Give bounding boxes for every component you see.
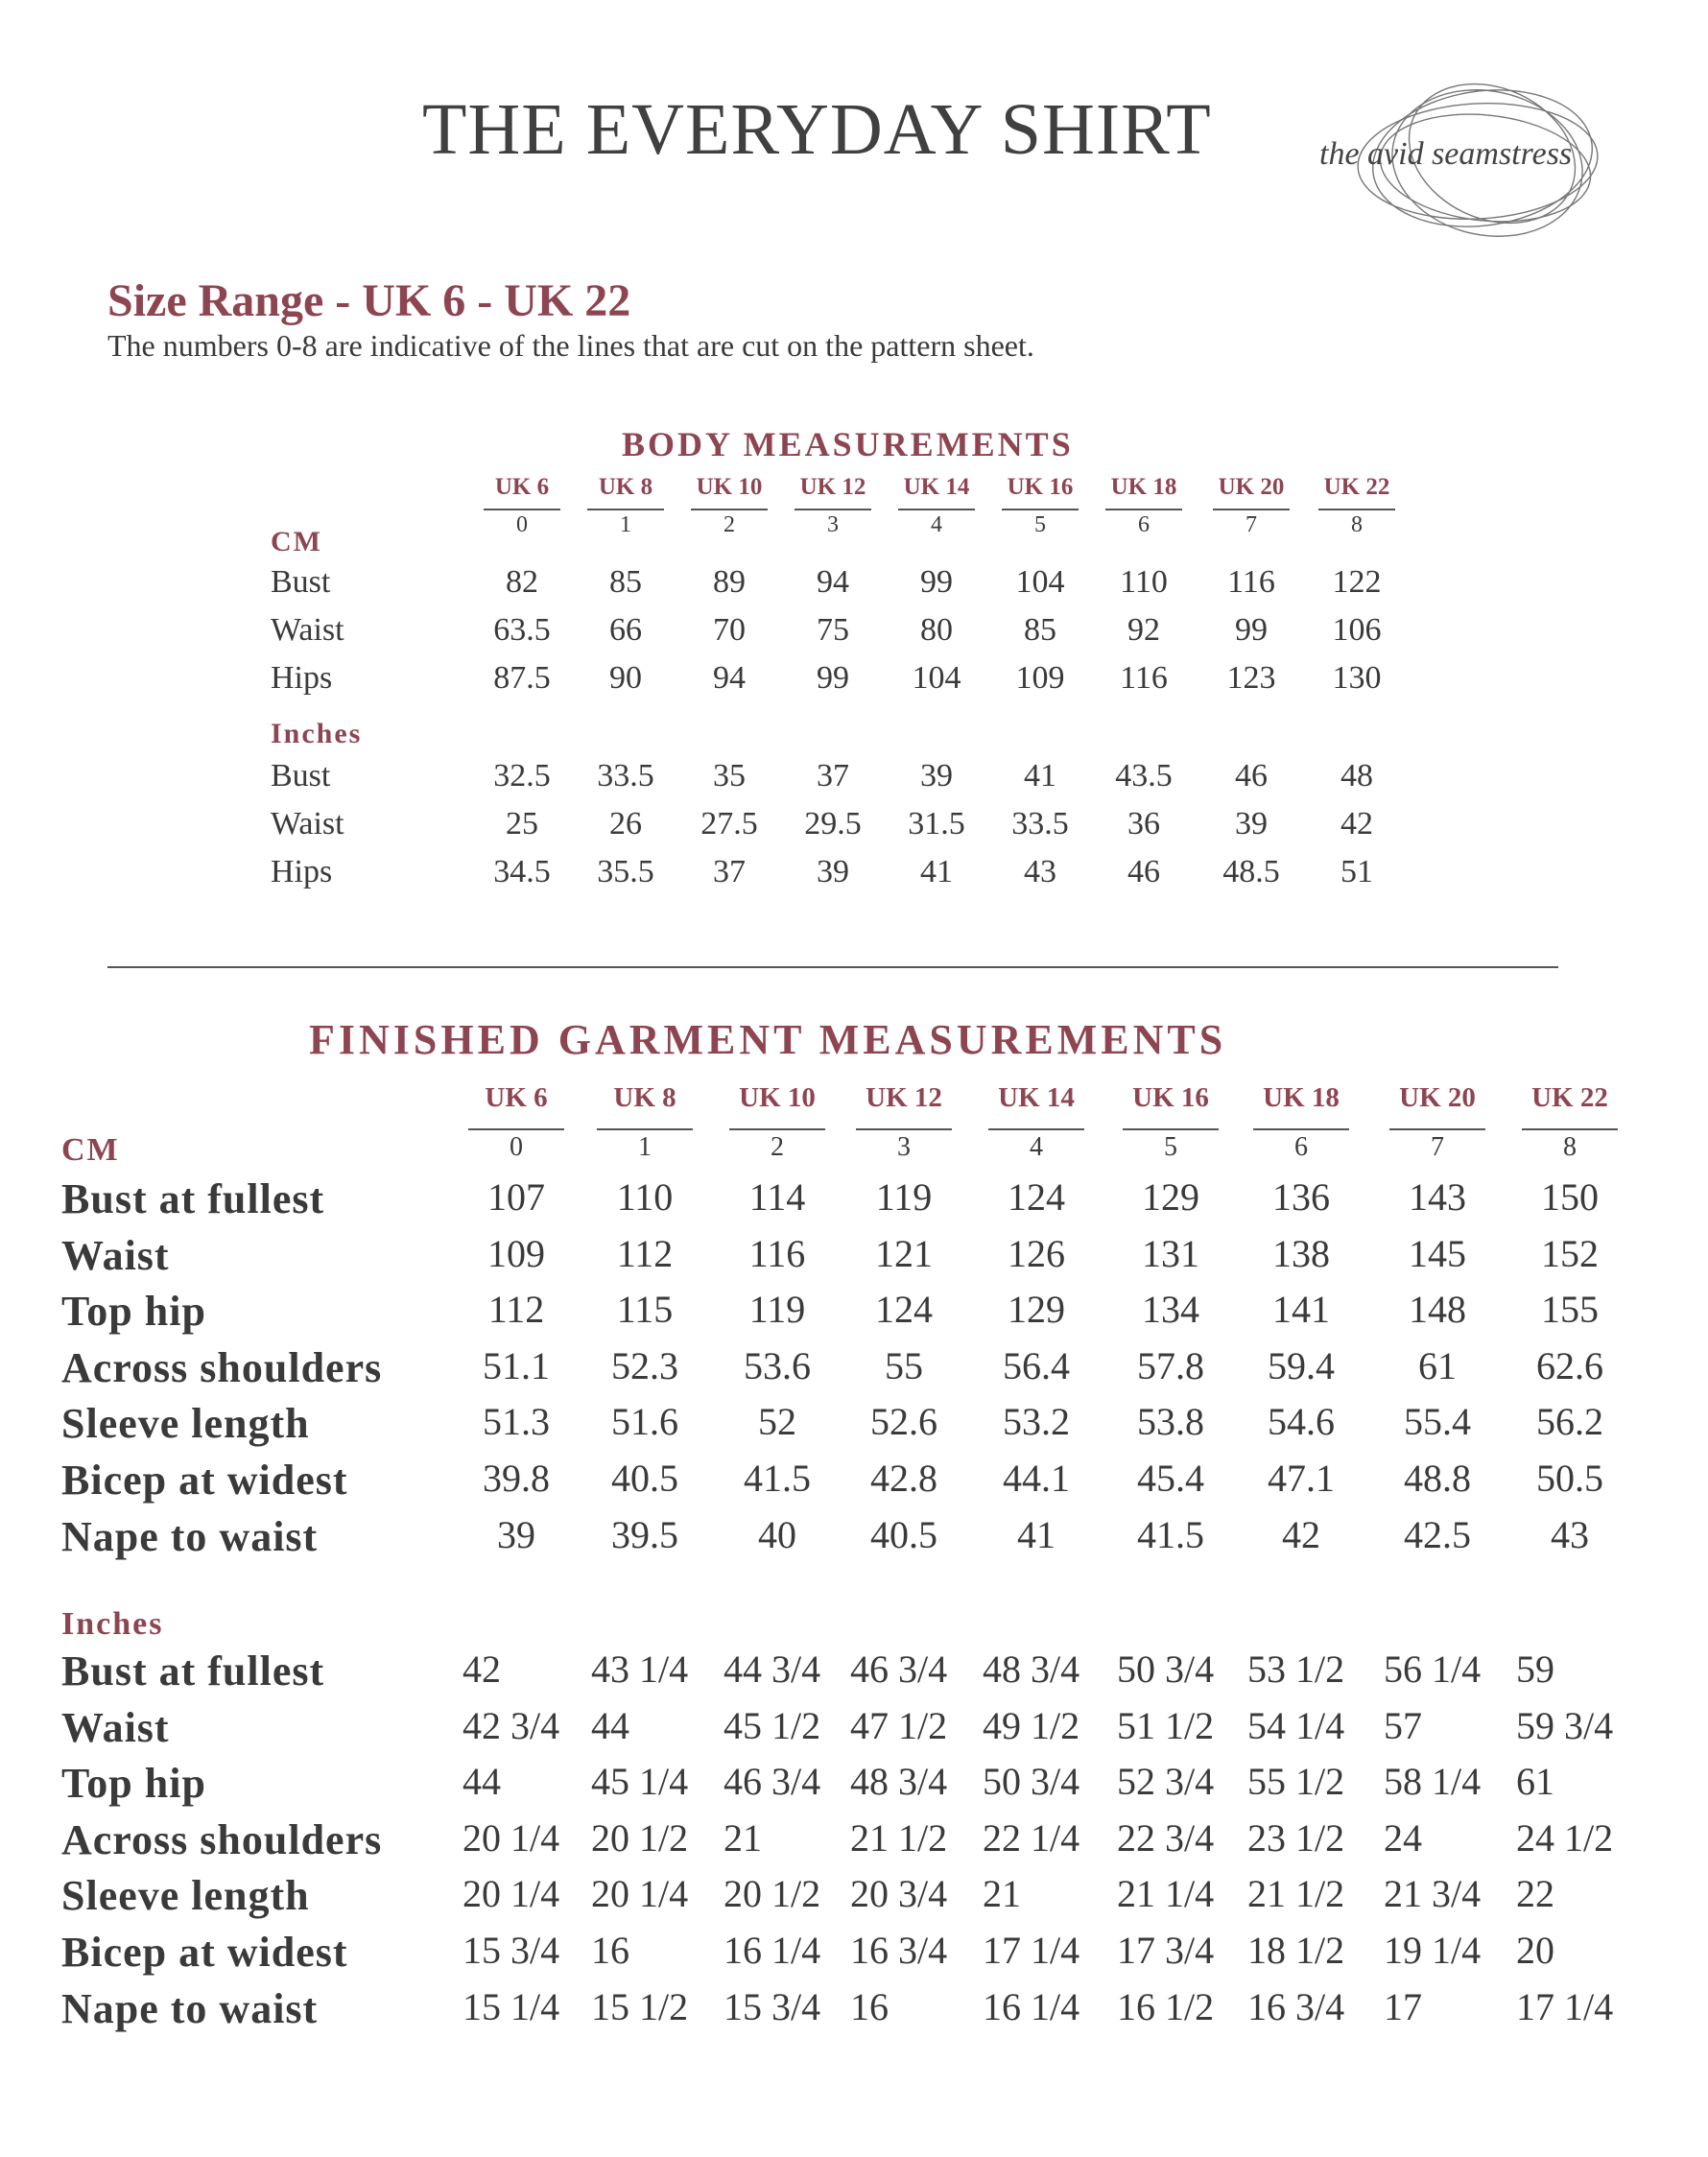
cell-value: 17 1/4 bbox=[1516, 1984, 1614, 2028]
cell-value: 99 bbox=[920, 564, 953, 600]
cell-value: 52 3/4 bbox=[1117, 1760, 1215, 1804]
size-underline bbox=[1123, 1128, 1219, 1130]
line-number: 4 bbox=[931, 512, 942, 537]
cell-value: 54 1/4 bbox=[1247, 1703, 1345, 1747]
size-header: UK 12 bbox=[799, 474, 866, 500]
cell-value: 42.5 bbox=[1404, 1512, 1471, 1556]
cell-value: 34.5 bbox=[493, 854, 551, 889]
line-number: 8 bbox=[1351, 512, 1363, 537]
cell-value: 41 bbox=[1024, 758, 1056, 794]
cell-value: 47 1/2 bbox=[850, 1703, 948, 1747]
cell-value: 70 bbox=[713, 612, 746, 648]
cell-value: 21 1/2 bbox=[1247, 1872, 1345, 1916]
cell-value: 134 bbox=[1142, 1288, 1199, 1332]
cell-value: 16 3/4 bbox=[1247, 1984, 1345, 2028]
body-measurements-title: BODY MEASUREMENTS bbox=[622, 425, 1074, 463]
cell-value: 112 bbox=[616, 1231, 674, 1275]
cell-value: 21 3/4 bbox=[1384, 1872, 1482, 1916]
size-header: UK 22 bbox=[1323, 474, 1390, 500]
cell-value: 21 bbox=[983, 1872, 1021, 1916]
cell-value: 44 bbox=[591, 1703, 629, 1747]
cell-value: 48 3/4 bbox=[850, 1760, 948, 1804]
cell-value: 15 3/4 bbox=[724, 1984, 821, 2028]
cell-value: 35 bbox=[713, 758, 746, 794]
size-header: UK 6 bbox=[494, 474, 550, 500]
cell-value: 42 bbox=[1282, 1512, 1320, 1556]
cell-value: 29.5 bbox=[804, 806, 862, 841]
cell-value: 48 bbox=[1340, 758, 1373, 794]
cell-value: 20 1/2 bbox=[591, 1815, 689, 1860]
size-header: UK 22 bbox=[1531, 1082, 1608, 1113]
cell-value: 122 bbox=[1332, 564, 1382, 600]
line-number: 1 bbox=[620, 512, 631, 537]
cell-value: 20 1/4 bbox=[463, 1872, 560, 1916]
cell-value: 48.8 bbox=[1404, 1457, 1471, 1500]
cell-value: 44.1 bbox=[1003, 1457, 1070, 1500]
cell-value: 41.5 bbox=[744, 1457, 811, 1500]
cell-value: 19 1/4 bbox=[1384, 1929, 1482, 1972]
cell-value: 45 1/2 bbox=[724, 1703, 821, 1747]
unit-label-cm: CM bbox=[271, 526, 322, 557]
cell-value: 21 1/4 bbox=[1117, 1872, 1215, 1916]
cell-value: 50.5 bbox=[1536, 1457, 1603, 1500]
cell-value: 75 bbox=[817, 612, 849, 648]
cell-value: 48.5 bbox=[1222, 854, 1280, 889]
section-divider bbox=[107, 966, 1558, 968]
size-underline bbox=[898, 509, 975, 510]
cell-value: 20 bbox=[1516, 1929, 1554, 1972]
cell-value: 116 bbox=[1227, 564, 1275, 600]
cell-value: 26 bbox=[609, 806, 642, 841]
cell-value: 33.5 bbox=[1011, 806, 1069, 841]
finished-measurements-title: FINISHED GARMENT MEASUREMENTS bbox=[309, 1016, 1227, 1063]
cell-value: 92 bbox=[1127, 612, 1160, 648]
cell-value: 31.5 bbox=[908, 806, 965, 841]
size-header: UK 20 bbox=[1399, 1082, 1476, 1113]
row-label: Hips bbox=[271, 660, 333, 696]
cell-value: 59.4 bbox=[1268, 1343, 1335, 1387]
line-number: 0 bbox=[510, 1132, 523, 1162]
cell-value: 150 bbox=[1541, 1175, 1599, 1219]
cell-value: 20 1/4 bbox=[591, 1872, 689, 1916]
cell-value: 48 3/4 bbox=[983, 1647, 1080, 1691]
cell-value: 22 3/4 bbox=[1117, 1815, 1215, 1860]
cell-value: 56.2 bbox=[1536, 1400, 1603, 1444]
cell-value: 62.6 bbox=[1536, 1343, 1603, 1387]
cell-value: 44 3/4 bbox=[724, 1647, 821, 1691]
row-label: Bicep at widest bbox=[61, 1457, 348, 1504]
size-header: UK 8 bbox=[613, 1082, 676, 1113]
cell-value: 119 bbox=[875, 1175, 933, 1219]
size-underline bbox=[729, 1128, 825, 1130]
cell-value: 51 bbox=[1340, 854, 1373, 889]
cell-value: 126 bbox=[1008, 1231, 1065, 1275]
cell-value: 56.4 bbox=[1003, 1343, 1070, 1387]
size-header: UK 10 bbox=[739, 1082, 816, 1113]
cell-value: 39 bbox=[817, 854, 849, 889]
line-number: 3 bbox=[897, 1132, 911, 1162]
cell-value: 37 bbox=[817, 758, 849, 794]
line-number: 7 bbox=[1431, 1132, 1444, 1162]
cell-value: 66 bbox=[609, 612, 642, 648]
cell-value: 51.6 bbox=[611, 1400, 678, 1444]
cell-value: 123 bbox=[1226, 660, 1276, 696]
row-label: Waist bbox=[61, 1703, 170, 1751]
cell-value: 51.1 bbox=[483, 1343, 550, 1387]
line-number: 6 bbox=[1138, 512, 1150, 537]
page-title: THE EVERYDAY SHIRT bbox=[422, 89, 1212, 170]
cell-value: 42 bbox=[463, 1647, 501, 1691]
cell-value: 36 bbox=[1127, 806, 1160, 841]
cell-value: 112 bbox=[487, 1288, 545, 1332]
cell-value: 63.5 bbox=[493, 612, 551, 648]
size-underline bbox=[1522, 1128, 1618, 1130]
row-label: Top hip bbox=[61, 1760, 206, 1808]
cell-value: 43 bbox=[1551, 1512, 1589, 1556]
size-underline bbox=[1213, 509, 1290, 510]
cell-value: 41 bbox=[920, 854, 953, 889]
cell-value: 124 bbox=[1008, 1175, 1065, 1219]
cell-value: 21 1/2 bbox=[850, 1815, 948, 1860]
cell-value: 116 bbox=[1120, 660, 1168, 696]
cell-value: 138 bbox=[1272, 1231, 1330, 1275]
size-underline bbox=[1389, 1128, 1485, 1130]
unit-label-cm: CM bbox=[61, 1132, 120, 1168]
cell-value: 39 bbox=[1235, 806, 1268, 841]
cell-value: 104 bbox=[912, 660, 961, 696]
size-underline bbox=[1318, 509, 1395, 510]
cell-value: 39.8 bbox=[483, 1457, 550, 1500]
line-number: 6 bbox=[1294, 1132, 1308, 1162]
cell-value: 155 bbox=[1541, 1288, 1599, 1332]
cell-value: 57 bbox=[1384, 1703, 1422, 1747]
row-label: Waist bbox=[271, 612, 344, 648]
cell-value: 16 bbox=[850, 1984, 889, 2028]
size-underline bbox=[988, 1128, 1084, 1130]
cell-value: 80 bbox=[920, 612, 953, 648]
row-label: Nape to waist bbox=[61, 1512, 319, 1560]
cell-value: 42.8 bbox=[870, 1457, 937, 1500]
cell-value: 24 bbox=[1384, 1815, 1422, 1860]
cell-value: 40 bbox=[758, 1512, 796, 1556]
cell-value: 129 bbox=[1008, 1288, 1065, 1332]
cell-value: 17 1/4 bbox=[983, 1929, 1080, 1972]
cell-value: 39 bbox=[497, 1512, 535, 1556]
row-label: Top hip bbox=[61, 1288, 206, 1336]
line-number: 2 bbox=[771, 1132, 784, 1162]
cell-value: 16 1/2 bbox=[1117, 1984, 1215, 2028]
row-label: Bicep at widest bbox=[61, 1929, 348, 1976]
size-header: UK 18 bbox=[1110, 474, 1177, 500]
cell-value: 58 1/4 bbox=[1384, 1760, 1482, 1804]
line-number: 3 bbox=[827, 512, 839, 537]
cell-value: 45.4 bbox=[1137, 1457, 1204, 1500]
size-header: UK 12 bbox=[866, 1082, 942, 1113]
cell-value: 106 bbox=[1332, 612, 1382, 648]
unit-label-inches: Inches bbox=[61, 1606, 164, 1642]
cell-value: 90 bbox=[609, 660, 642, 696]
cell-value: 89 bbox=[713, 564, 746, 600]
cell-value: 109 bbox=[487, 1231, 545, 1275]
size-underline bbox=[1105, 509, 1182, 510]
cell-value: 16 3/4 bbox=[850, 1929, 948, 1972]
line-number: 1 bbox=[638, 1132, 652, 1162]
line-number: 2 bbox=[724, 512, 735, 537]
cell-value: 52.6 bbox=[870, 1400, 937, 1444]
size-underline bbox=[597, 1128, 693, 1130]
size-header: UK 14 bbox=[998, 1082, 1075, 1113]
cell-value: 20 1/4 bbox=[463, 1815, 560, 1860]
cell-value: 110 bbox=[1120, 564, 1168, 600]
cell-value: 55.4 bbox=[1404, 1400, 1471, 1444]
cell-value: 99 bbox=[817, 660, 849, 696]
cell-value: 130 bbox=[1332, 660, 1382, 696]
cell-value: 17 bbox=[1384, 1984, 1422, 2028]
cell-value: 116 bbox=[748, 1231, 806, 1275]
cell-value: 115 bbox=[616, 1288, 674, 1332]
cell-value: 104 bbox=[1015, 564, 1065, 600]
cell-value: 22 1/4 bbox=[983, 1815, 1080, 1860]
size-header: UK 14 bbox=[903, 474, 970, 500]
cell-value: 33.5 bbox=[597, 758, 654, 794]
line-number: 5 bbox=[1034, 512, 1046, 537]
row-label: Sleeve length bbox=[61, 1400, 310, 1448]
cell-value: 16 1/4 bbox=[724, 1929, 821, 1972]
cell-value: 20 1/2 bbox=[724, 1872, 821, 1916]
cell-value: 121 bbox=[875, 1231, 933, 1275]
cell-value: 53 1/2 bbox=[1247, 1647, 1345, 1691]
size-underline bbox=[856, 1128, 952, 1130]
size-header: UK 18 bbox=[1263, 1082, 1340, 1113]
cell-value: 15 1/4 bbox=[463, 1984, 560, 2028]
logo-text: the avid seamstress bbox=[1319, 136, 1573, 172]
size-underline bbox=[484, 509, 560, 510]
cell-value: 50 3/4 bbox=[1117, 1647, 1215, 1691]
cell-value: 46 3/4 bbox=[724, 1760, 821, 1804]
size-header: UK 8 bbox=[598, 474, 653, 500]
cell-value: 136 bbox=[1272, 1175, 1330, 1219]
row-label: Bust bbox=[271, 564, 331, 600]
cell-value: 56 1/4 bbox=[1384, 1647, 1482, 1691]
cell-value: 148 bbox=[1409, 1288, 1466, 1332]
cell-value: 59 3/4 bbox=[1516, 1703, 1614, 1747]
cell-value: 18 1/2 bbox=[1247, 1929, 1345, 1972]
cell-value: 94 bbox=[817, 564, 849, 600]
pattern-note: The numbers 0-8 are indicative of the lines that are cut on the pattern sheet. bbox=[107, 328, 1034, 363]
cell-value: 41.5 bbox=[1137, 1512, 1204, 1556]
cell-value: 85 bbox=[609, 564, 642, 600]
cell-value: 47.1 bbox=[1268, 1457, 1335, 1500]
line-number: 4 bbox=[1030, 1132, 1043, 1162]
row-label: Waist bbox=[271, 806, 344, 841]
cell-value: 46 3/4 bbox=[850, 1647, 948, 1691]
line-number: 0 bbox=[516, 512, 528, 537]
cell-value: 99 bbox=[1235, 612, 1268, 648]
row-label: Across shoulders bbox=[61, 1815, 383, 1863]
row-label: Bust at fullest bbox=[61, 1647, 325, 1695]
cell-value: 61 bbox=[1418, 1343, 1457, 1387]
cell-value: 49 1/2 bbox=[983, 1703, 1080, 1747]
cell-value: 129 bbox=[1142, 1175, 1199, 1219]
cell-value: 42 bbox=[1340, 806, 1373, 841]
cell-value: 17 3/4 bbox=[1117, 1929, 1215, 1972]
cell-value: 40.5 bbox=[611, 1457, 678, 1500]
cell-value: 110 bbox=[616, 1175, 674, 1219]
cell-value: 53.6 bbox=[744, 1343, 811, 1387]
cell-value: 87.5 bbox=[493, 660, 551, 696]
cell-value: 43.5 bbox=[1115, 758, 1173, 794]
cell-value: 54.6 bbox=[1268, 1400, 1335, 1444]
cell-value: 23 1/2 bbox=[1247, 1815, 1345, 1860]
cell-value: 24 1/2 bbox=[1516, 1815, 1614, 1860]
cell-value: 51 1/2 bbox=[1117, 1703, 1215, 1747]
cell-value: 39.5 bbox=[611, 1512, 678, 1556]
cell-value: 119 bbox=[748, 1288, 806, 1332]
size-header: UK 10 bbox=[696, 474, 763, 500]
cell-value: 32.5 bbox=[493, 758, 551, 794]
cell-value: 43 1/4 bbox=[591, 1647, 689, 1691]
size-underline bbox=[468, 1128, 564, 1130]
row-label: Sleeve length bbox=[61, 1872, 310, 1920]
row-label: Waist bbox=[61, 1231, 170, 1279]
size-header: UK 16 bbox=[1132, 1082, 1209, 1113]
cell-value: 94 bbox=[713, 660, 746, 696]
size-underline bbox=[1002, 509, 1079, 510]
cell-value: 42 3/4 bbox=[463, 1703, 560, 1747]
cell-value: 15 3/4 bbox=[463, 1929, 560, 1972]
cell-value: 44 bbox=[463, 1760, 501, 1804]
cell-value: 46 bbox=[1127, 854, 1160, 889]
unit-label-inches: Inches bbox=[271, 718, 363, 749]
cell-value: 85 bbox=[1024, 612, 1056, 648]
cell-value: 53.8 bbox=[1137, 1400, 1204, 1444]
cell-value: 143 bbox=[1409, 1175, 1466, 1219]
size-underline bbox=[795, 509, 871, 510]
cell-value: 52.3 bbox=[611, 1343, 678, 1387]
row-label: Bust bbox=[271, 758, 331, 794]
cell-value: 40.5 bbox=[870, 1512, 937, 1556]
cell-value: 152 bbox=[1541, 1231, 1599, 1275]
cell-value: 82 bbox=[506, 564, 538, 600]
cell-value: 53.2 bbox=[1003, 1400, 1070, 1444]
cell-value: 37 bbox=[713, 854, 746, 889]
cell-value: 107 bbox=[487, 1175, 545, 1219]
cell-value: 16 1/4 bbox=[983, 1984, 1080, 2028]
size-underline bbox=[587, 509, 664, 510]
row-label: Hips bbox=[271, 854, 333, 889]
cell-value: 55 1/2 bbox=[1247, 1760, 1345, 1804]
cell-value: 46 bbox=[1235, 758, 1268, 794]
cell-value: 16 bbox=[591, 1929, 629, 1972]
line-number: 8 bbox=[1563, 1132, 1577, 1162]
cell-value: 43 bbox=[1024, 854, 1056, 889]
row-label: Nape to waist bbox=[61, 1984, 319, 2032]
size-underline bbox=[691, 509, 768, 510]
size-header: UK 16 bbox=[1007, 474, 1074, 500]
cell-value: 124 bbox=[875, 1288, 933, 1332]
cell-value: 57.8 bbox=[1137, 1343, 1204, 1387]
size-range-heading: Size Range - UK 6 - UK 22 bbox=[107, 275, 631, 326]
cell-value: 52 bbox=[758, 1400, 796, 1444]
cell-value: 61 bbox=[1516, 1760, 1554, 1804]
cell-value: 20 3/4 bbox=[850, 1872, 948, 1916]
size-underline bbox=[1253, 1128, 1349, 1130]
cell-value: 50 3/4 bbox=[983, 1760, 1080, 1804]
row-label: Across shoulders bbox=[61, 1343, 383, 1391]
cell-value: 35.5 bbox=[597, 854, 654, 889]
cell-value: 51.3 bbox=[483, 1400, 550, 1444]
cell-value: 109 bbox=[1015, 660, 1065, 696]
cell-value: 55 bbox=[885, 1343, 923, 1387]
cell-value: 27.5 bbox=[700, 806, 758, 841]
cell-value: 114 bbox=[748, 1175, 806, 1219]
size-header: UK 6 bbox=[485, 1082, 548, 1113]
cell-value: 25 bbox=[506, 806, 538, 841]
cell-value: 21 bbox=[724, 1815, 762, 1860]
row-label: Bust at fullest bbox=[61, 1175, 325, 1222]
line-number: 5 bbox=[1164, 1132, 1177, 1162]
cell-value: 131 bbox=[1142, 1231, 1199, 1275]
cell-value: 15 1/2 bbox=[591, 1984, 689, 2028]
line-number: 7 bbox=[1245, 512, 1257, 537]
cell-value: 45 1/4 bbox=[591, 1760, 689, 1804]
cell-value: 59 bbox=[1516, 1647, 1554, 1691]
cell-value: 141 bbox=[1272, 1288, 1330, 1332]
cell-value: 39 bbox=[920, 758, 953, 794]
cell-value: 41 bbox=[1017, 1512, 1056, 1556]
cell-value: 22 bbox=[1516, 1872, 1554, 1916]
size-header: UK 20 bbox=[1218, 474, 1285, 500]
cell-value: 145 bbox=[1409, 1231, 1466, 1275]
